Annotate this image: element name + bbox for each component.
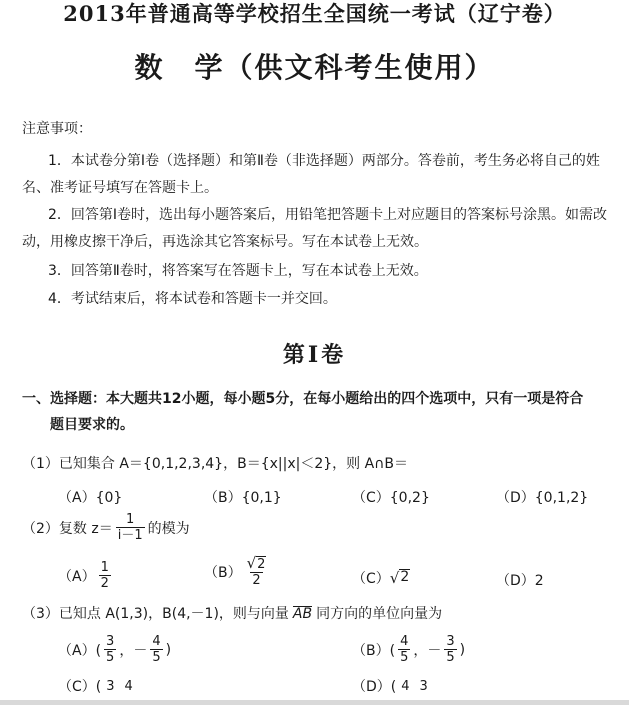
question-3-option-b-label: （B）( [352,642,396,659]
question-3-option-a-separator: ，－ [119,642,148,659]
question-3-option-b-numerator-1: 4 [400,634,409,649]
question-2-option-c [352,568,410,588]
question-3-option-d-fraction [399,679,411,694]
sqrt-icon: √ [389,569,400,587]
note-item-3: 3．回答第Ⅱ卷时，将答案写在答题卡上，写在本试卷上无效。 [48,263,428,279]
question-3-option-b-fraction-1 [398,634,410,665]
sqrt-icon: √ [246,554,257,572]
section-heading-line-2: 题目要求的。 [50,417,134,433]
question-2-option-b-fraction [245,556,269,588]
question-2-option-b-numerator [245,556,269,572]
question-3-option-b-numerator-2: 3 [446,634,455,649]
question-3-option-d-numerator-2: 3 [419,678,428,694]
question-3-option-a-denominator-2: 5 [152,650,161,665]
question-1-option-b: （B）{0,1} [204,490,282,506]
question-2-prefix: （2）复数 z＝ [22,520,113,537]
question-3-option-b-denominator-2: 5 [446,650,455,665]
note-item-4: 4．考试结束后，将本试卷和答题卡一并交回。 [48,291,337,307]
question-3-option-c-numerator-1: 3 [106,678,115,694]
question-2-option-a-fraction [99,560,111,591]
question-3-option-a [58,634,171,665]
question-3-option-a-fraction-2 [150,634,162,665]
question-3-option-a-close: ) [165,641,172,658]
question-2-option-d: （D）2 [496,573,544,589]
question-2-option-a [58,560,114,591]
question-3-option-b [352,634,465,665]
question-3-option-b-close: ) [459,641,466,658]
question-3-option-c-fraction [104,679,116,694]
question-2-fraction [116,512,145,543]
question-2-option-b-label: （B） [204,565,242,581]
question-2-option-a-denominator: 2 [100,576,109,591]
question-3-option-c [58,676,138,696]
question-2-option-a-numerator: 1 [100,560,109,575]
question-2-option-a-label: （A） [58,568,96,585]
question-3-stem [22,603,442,623]
question-3-vector: AB [292,605,313,622]
question-1-option-c: （C）{0,2} [352,490,430,506]
question-2-option-c-label: （C） [352,571,390,587]
question-3-option-d-label: （D）( [352,679,397,695]
section-heading [22,386,618,438]
question-3-option-a-denominator-1: 5 [106,650,115,665]
question-2-option-b-sqrt [247,556,267,572]
note-item-2: 2．回答第Ⅰ卷时，选出每小题答案后，用铅笔把答题卡上对应题目的答案标号涂黑。如需改动，用橡皮擦干净后，再选涂其它答案标号。写在本试卷上无效。 [22,207,608,250]
question-3-option-d-numerator-1: 4 [401,678,410,694]
question-2-option-b [204,556,271,588]
bottom-edge-rule [0,700,629,705]
question-2-fraction-denominator: i－1 [117,528,143,543]
question-3-option-d-fraction-2 [418,679,430,694]
question-3-prefix: （3）已知点 A(1,3)，B(4,－1)，则与向量 [22,606,289,622]
question-3-option-c-numerator-2: 4 [124,678,133,694]
subject-title: 数 学（供文科考生使用） [134,51,495,84]
question-3-option-a-numerator-2: 4 [152,634,161,649]
notes-heading: 注意事项： [22,121,92,137]
question-2-option-c-radicand: 2 [400,569,410,585]
question-2-suffix: 的模为 [147,520,190,537]
question-2-option-c-sqrt [390,569,410,587]
note-item-1: 1．本试卷分第Ⅰ卷（选择题）和第Ⅱ卷（非选择题）两部分。答卷前，考生务必将自己的姓名、准考证号填写在答题卡上。 [22,153,600,196]
question-1-option-a: （A）{0} [58,490,123,506]
question-2-stem [22,512,190,543]
question-3-option-d [352,676,433,696]
question-3-suffix: 同方向的单位向量为 [316,606,443,622]
question-2-option-b-denominator: 2 [252,573,261,588]
question-3-option-a-label: （A）( [58,642,102,659]
question-3-option-c-label: （C）( [58,679,102,695]
question-3-option-c-fraction-2 [123,679,135,694]
question-3-option-b-fraction-2 [444,634,456,665]
question-3-option-b-denominator-1: 5 [400,650,409,665]
section-heading-line-1: 一、选择题：本大题共12小题，每小题5分，在每小题给出的四个选项中，只有一项是符合 [22,391,584,407]
question-1-stem: （1）已知集合 A＝{0,1,2,3,4}，B＝{x||x|＜2}，则 A∩B＝ [22,456,409,472]
question-3-option-a-numerator-1: 3 [106,634,115,649]
exam-title: 2013年普通高等学校招生全国统一考试（辽宁卷） [63,1,566,26]
question-3-option-a-fraction-1 [104,634,116,665]
question-2-option-b-radicand: 2 [257,557,266,572]
question-3-option-b-separator: ，－ [413,642,442,659]
volume-heading: 第Ⅰ卷 [282,342,347,368]
question-2-fraction-numerator: 1 [126,512,135,527]
question-1-option-d: （D）{0,1,2} [496,490,589,506]
